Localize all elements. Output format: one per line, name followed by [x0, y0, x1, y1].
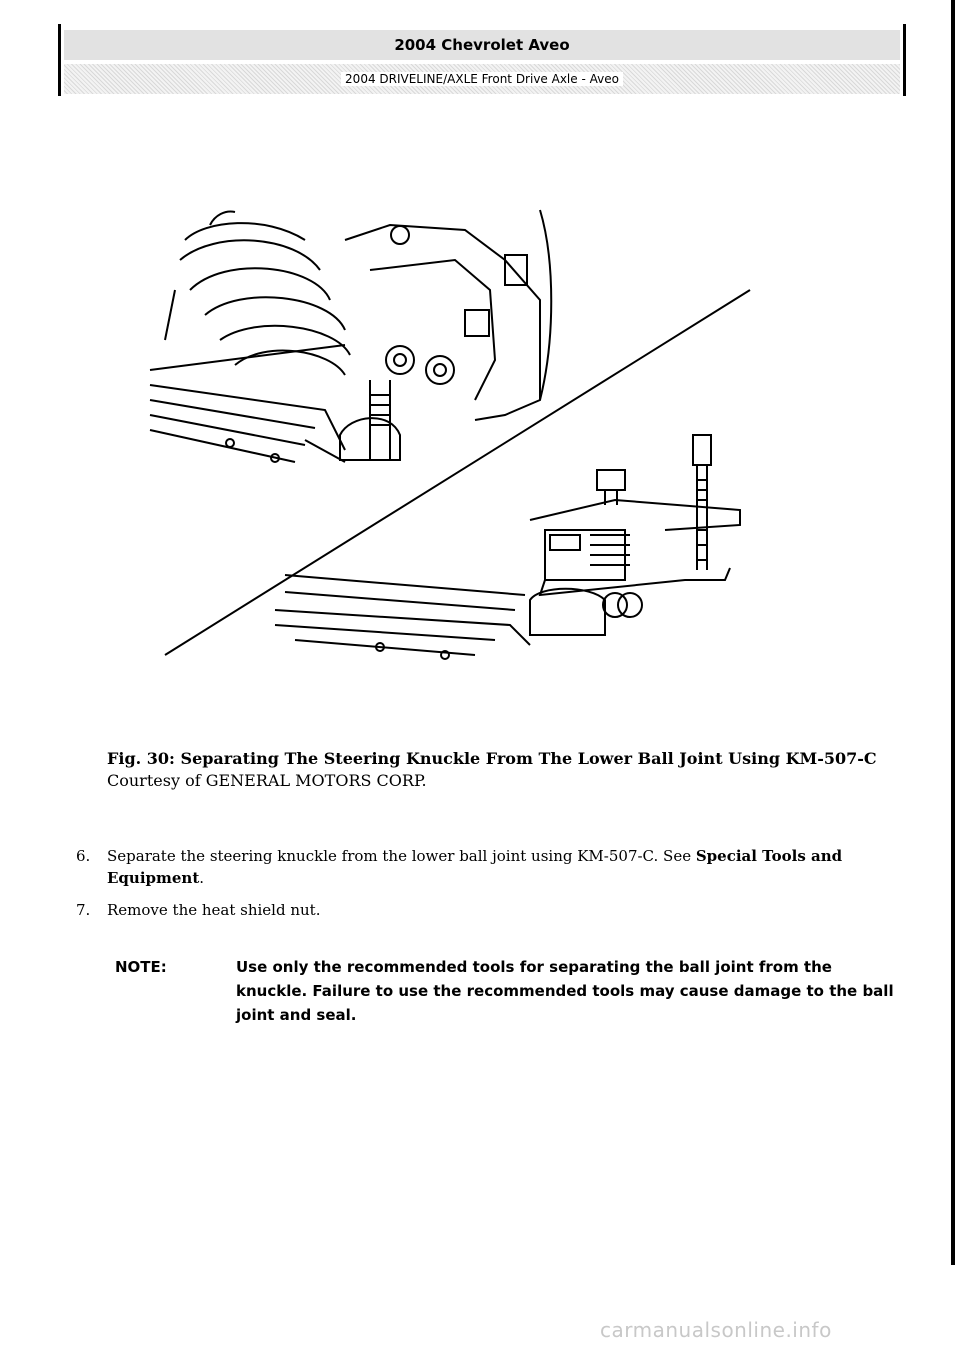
step-number: 6. — [76, 847, 91, 865]
steering-knuckle-illustration — [145, 200, 765, 670]
list-item — [76, 845, 906, 889]
header-subtitle: 2004 DRIVELINE/AXLE Front Drive Axle - Aveo — [341, 72, 623, 86]
header-left-rule — [58, 24, 61, 96]
step-text: Remove the heat shield nut. — [107, 901, 321, 919]
header-right-rule — [903, 24, 906, 96]
list-item — [76, 899, 906, 921]
note-label: NOTE: — [115, 958, 167, 976]
page-right-edge — [951, 0, 955, 1265]
figure-caption-title: Fig. 30: Separating The Steering Knuckle From The Lower Ball Joint Using KM-507-C — [107, 749, 877, 768]
special-tools-link[interactable]: Special Tools and Equipment — [107, 847, 843, 887]
header-subtitle-band — [64, 64, 900, 94]
header-title: 2004 Chevrolet Aveo — [64, 30, 900, 60]
page-header — [58, 24, 906, 96]
figure-courtesy: Courtesy of GENERAL MOTORS CORP. — [107, 771, 427, 790]
step-text: Separate the steering knuckle from the lower ball joint using KM-507-C. See — [107, 847, 696, 865]
step-number: 7. — [76, 901, 91, 919]
figure-caption — [107, 748, 892, 792]
watermark: carmanualsonline.info — [600, 1318, 832, 1342]
note-block — [115, 955, 905, 1027]
procedure-steps — [76, 845, 906, 931]
note-text: Use only the recommended tools for separating the ball joint from the knuckle. Failure to use the recommended tools may cause damage to the ball joint and seal. — [236, 958, 894, 1024]
step-text-end: . — [199, 869, 205, 887]
